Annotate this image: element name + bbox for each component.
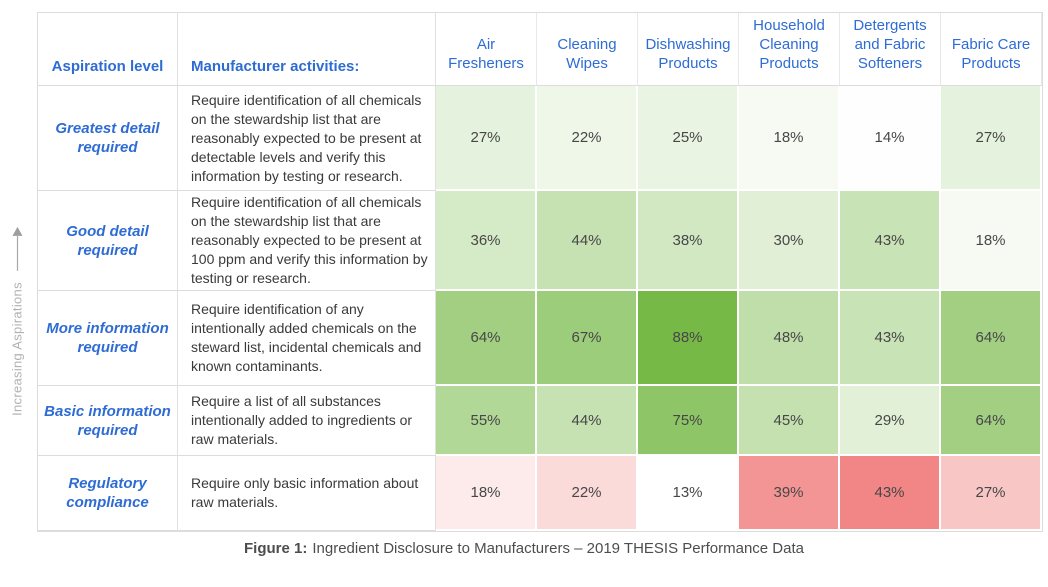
- value-cell: 64%: [436, 291, 537, 386]
- activity-description: Require identification of all chemicals on the stewardship list that are reasonably expected to be present at 100 ppm and verify this information by testing or research.: [178, 191, 436, 291]
- performance-table: [37, 12, 1043, 532]
- value-cell: 18%: [739, 86, 840, 191]
- value-cell: 48%: [739, 291, 840, 386]
- value-cell: 27%: [436, 86, 537, 191]
- product-header: Dishwashing Products: [638, 13, 739, 86]
- value-cell: 44%: [537, 386, 638, 456]
- product-header: Air Fresheners: [436, 13, 537, 86]
- value-cell: 43%: [840, 191, 941, 291]
- figure-caption-text: Ingredient Disclosure to Manufacturers – 2019 THESIS Performance Data: [312, 540, 804, 557]
- activity-description: Require identification of any intentionally added chemicals on the steward list, incidental chemicals and known contaminants.: [178, 291, 436, 386]
- figure-caption: [0, 540, 1048, 557]
- aspiration-level-header: Aspiration level: [38, 13, 178, 86]
- value-cell: 25%: [638, 86, 739, 191]
- value-cell: 75%: [638, 386, 739, 456]
- value-cell: 67%: [537, 291, 638, 386]
- value-cell: 18%: [941, 191, 1042, 291]
- value-cell: 43%: [840, 291, 941, 386]
- activity-description: Require only basic information about raw materials.: [178, 456, 436, 531]
- value-cell: 18%: [436, 456, 537, 531]
- value-cell: 14%: [840, 86, 941, 191]
- activity-description: Require a list of all substances intentionally added to ingredients or raw materials.: [178, 386, 436, 456]
- value-cell: 27%: [941, 86, 1042, 191]
- value-cell: 30%: [739, 191, 840, 291]
- manufacturer-activities-header: Manufacturer activities:: [178, 13, 436, 86]
- value-cell: 45%: [739, 386, 840, 456]
- value-cell: 27%: [941, 456, 1042, 531]
- value-cell: 64%: [941, 386, 1042, 456]
- increasing-aspirations-axis: [10, 226, 25, 416]
- value-cell: 43%: [840, 456, 941, 531]
- value-cell: 29%: [840, 386, 941, 456]
- product-header: Detergents and Fabric Softeners: [840, 13, 941, 86]
- aspiration-level-label: More information required: [38, 291, 178, 386]
- value-cell: 88%: [638, 291, 739, 386]
- up-arrow-icon: [10, 226, 24, 272]
- aspiration-level-label: Good detail required: [38, 191, 178, 291]
- figure-caption-prefix: Figure 1:: [244, 540, 308, 557]
- product-header: Household Cleaning Products: [739, 13, 840, 86]
- value-cell: 13%: [638, 456, 739, 531]
- product-header: Cleaning Wipes: [537, 13, 638, 86]
- aspiration-level-label: Basic information required: [38, 386, 178, 456]
- value-cell: 22%: [537, 86, 638, 191]
- value-cell: 22%: [537, 456, 638, 531]
- value-cell: 44%: [537, 191, 638, 291]
- value-cell: 39%: [739, 456, 840, 531]
- value-cell: 36%: [436, 191, 537, 291]
- activity-description: Require identification of all chemicals on the stewardship list that are reasonably expected to be present at detectable levels and verify this information by testing or research.: [178, 86, 436, 191]
- product-header: Fabric Care Products: [941, 13, 1042, 86]
- aspiration-level-label: Regulatory compliance: [38, 456, 178, 531]
- value-cell: 38%: [638, 191, 739, 291]
- aspiration-level-label: Greatest detail required: [38, 86, 178, 191]
- value-cell: 55%: [436, 386, 537, 456]
- increasing-aspirations-label: Increasing Aspirations: [9, 282, 25, 416]
- value-cell: 64%: [941, 291, 1042, 386]
